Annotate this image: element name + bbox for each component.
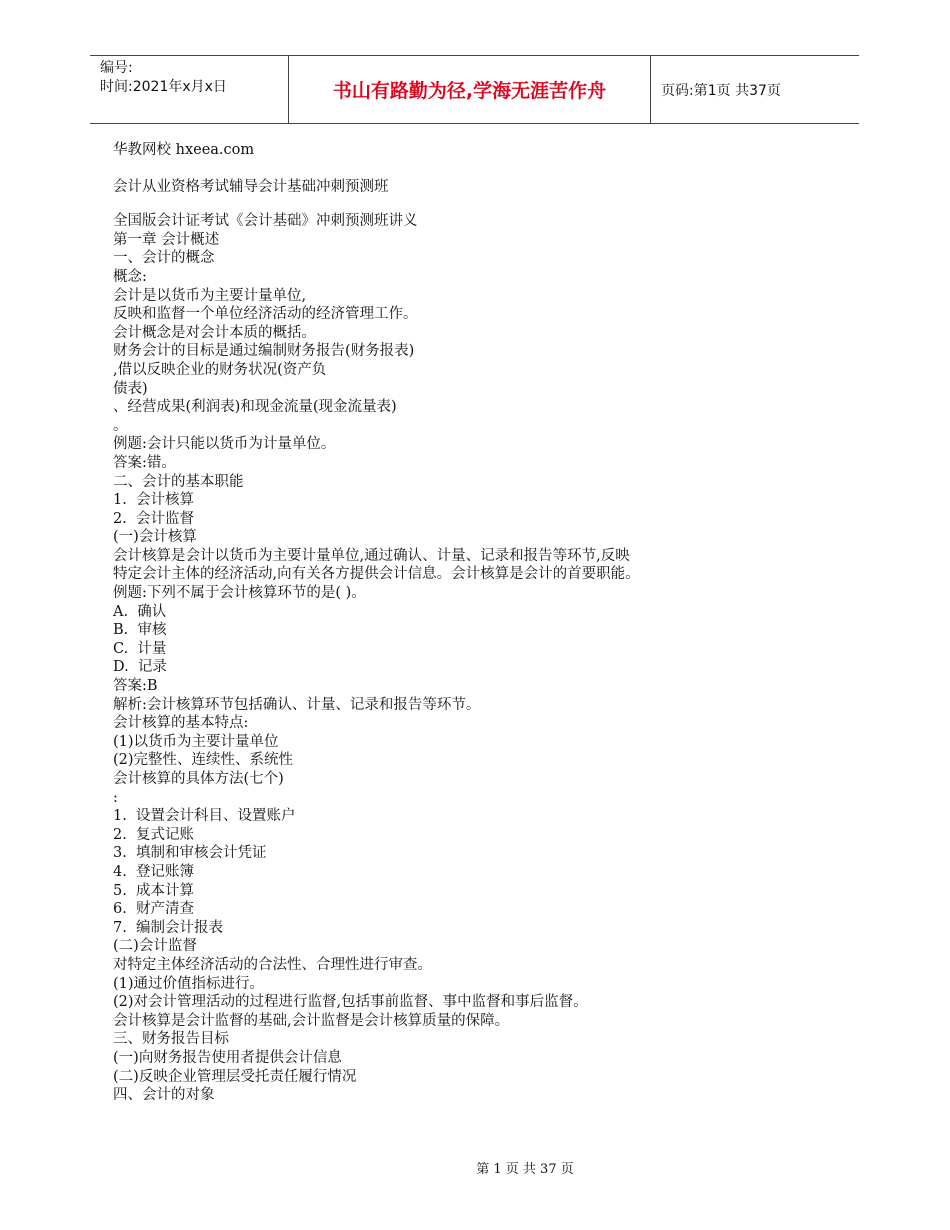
text-line: 全国版会计证考试《会计基础》冲刺预测班讲义 <box>113 213 418 230</box>
text-line: ,借以反映企业的财务状况(资产负 <box>113 361 327 378</box>
text-line: 财务会计的目标是通过编制财务报告(财务报表) <box>113 343 415 360</box>
text-line: (2)完整性、连续性、系统性 <box>113 752 294 769</box>
text-line: 会计概念是对会计本质的概括。 <box>113 324 316 341</box>
page-header <box>90 55 859 124</box>
text-line: 答案:错。 <box>113 454 176 471</box>
text-line: 二、会计的基本职能 <box>113 473 244 490</box>
document-body <box>113 141 753 1105</box>
text-line: 反映和监督一个单位经济活动的经济管理工作。 <box>113 306 418 323</box>
text-line: 对特定主体经济活动的合法性、合理性进行审查。 <box>113 956 432 973</box>
text-line: 2. 会计监督 <box>113 510 195 527</box>
text-line: (一)向财务报告使用者提供会计信息 <box>113 1049 342 1066</box>
text-line: (2)对会计管理活动的过程进行监督,包括事前监督、事中监督和事后监督。 <box>113 994 588 1011</box>
text-line: 例题:下列不属于会计核算环节的是( )。 <box>113 585 366 602</box>
header-motto: 书山有路勤为径,学海无涯苦作舟 <box>288 56 651 123</box>
text-line: A. 确认 <box>113 603 167 620</box>
text-line: 答案:B <box>113 678 158 695</box>
site-name: 华教网校 hxeea.com <box>113 142 255 158</box>
course-subtitle: 会计从业资格考试辅导会计基础冲刺预测班 <box>113 178 389 195</box>
number-label: 编号: <box>100 60 133 76</box>
text-line: 、经营成果(利润表)和现金流量(现金流量表) <box>113 399 397 416</box>
text-line: 会计是以货币为主要计量单位, <box>113 287 307 304</box>
text-line: 特定会计主体的经济活动,向有关各方提供会计信息。会计核算是会计的首要职能。 <box>113 566 640 583</box>
text-line: : <box>113 789 118 806</box>
text-line: 1. 会计核算 <box>113 492 195 509</box>
page-footer <box>0 1158 950 1177</box>
text-line: 会计核算的具体方法(七个) <box>113 771 284 787</box>
text-line: 。 <box>113 417 128 434</box>
footer-page-number: 第 1 页 共 37 页 <box>476 1162 574 1177</box>
text-line: 会计核算是会计监督的基础,会计监督是会计核算质量的保障。 <box>113 1012 510 1029</box>
text-line: (1)通过价值指标进行。 <box>113 975 265 992</box>
text-line: 会计核算的基本特点: <box>113 715 249 732</box>
text-line: 7. 编制会计报表 <box>113 919 224 936</box>
text-line: 3. 填制和审核会计凭证 <box>113 845 267 862</box>
text-line: 6. 财产清查 <box>113 901 195 918</box>
body-lines <box>113 212 753 1105</box>
text-line: 概念: <box>113 268 147 285</box>
text-line: 第一章 会计概述 <box>113 231 220 248</box>
text-line: 1. 设置会计科目、设置账户 <box>113 808 296 825</box>
text-line: 4. 登记账簿 <box>113 863 195 880</box>
text-line: 例题:会计只能以货币为计量单位。 <box>113 436 336 453</box>
text-line: 三、财务报告目标 <box>113 1031 229 1048</box>
text-line: 解析:会计核算环节包括确认、计量、记录和报告等环节。 <box>113 696 481 713</box>
time-label: 时间:2021年x月x日 <box>100 79 227 95</box>
text-line: (1)以货币为主要计量单位 <box>113 733 279 750</box>
text-line: 四、会计的对象 <box>113 1087 215 1104</box>
text-line: D. 记录 <box>113 659 167 676</box>
header-meta <box>90 56 288 123</box>
text-line: B. 审核 <box>113 622 167 639</box>
header-page-info: 页码:第1页 共37页 <box>661 82 781 99</box>
text-line: 债表) <box>113 380 148 397</box>
text-line: (二)会计监督 <box>113 938 197 955</box>
text-line: 2. 复式记账 <box>113 826 195 843</box>
text-line: (一)会计核算 <box>113 529 197 546</box>
text-line: C. 计量 <box>113 640 167 657</box>
text-line: 一、会计的概念 <box>113 250 215 267</box>
text-line: 会计核算是会计以货币为主要计量单位,通过确认、计量、记录和报告等环节,反映 <box>113 547 630 564</box>
text-line: 5. 成本计算 <box>113 882 195 899</box>
text-line: (二)反映企业管理层受托责任履行情况 <box>113 1068 357 1085</box>
